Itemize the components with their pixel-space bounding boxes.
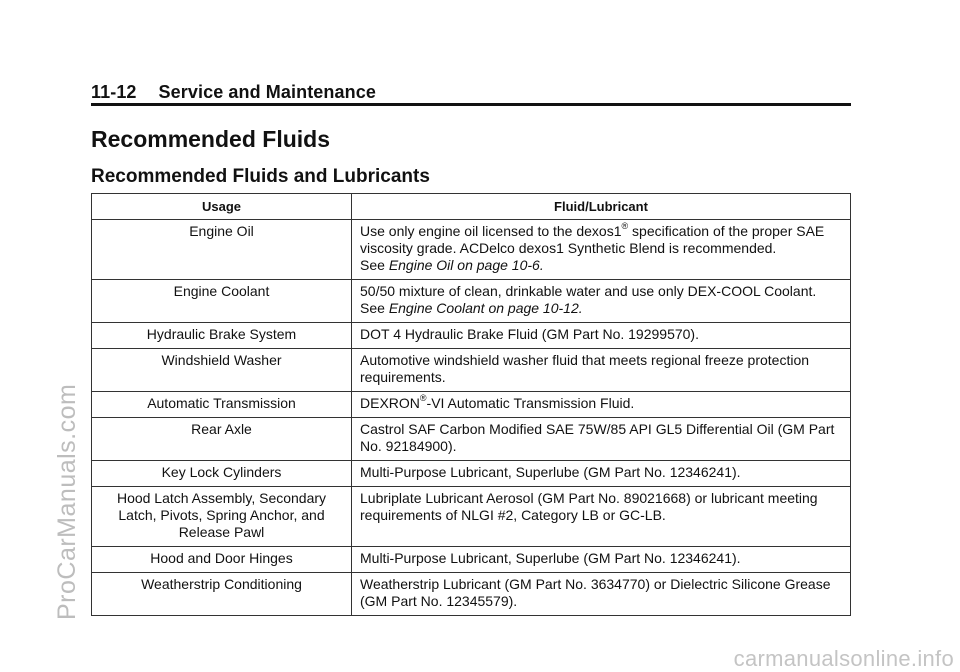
usage-cell: Hood and Door Hinges: [92, 547, 352, 573]
see-text: See: [360, 300, 389, 316]
table-title: Recommended Fluids and Lubricants: [91, 166, 430, 187]
usage-cell: Engine Coolant: [92, 280, 352, 323]
registered-mark: ®: [419, 393, 427, 404]
fluid-text: Use only engine oil licensed to the dexos1: [360, 223, 622, 239]
fluid-cell: Multi-Purpose Lubricant, Superlube (GM Part No. 12346241).: [352, 547, 851, 573]
fluids-table: [91, 193, 851, 616]
page-title: Recommended Fluids: [91, 126, 330, 152]
fluid-cell: [352, 280, 851, 323]
fluid-cell: [352, 220, 851, 280]
table-row: [92, 418, 851, 461]
fluid-cell: Automotive windshield washer fluid that meets regional freeze protection requirements.: [352, 349, 851, 392]
period: .: [539, 257, 544, 273]
usage-cell: Engine Oil: [92, 220, 352, 280]
table-header-row: [92, 194, 851, 220]
header-rule: [91, 103, 851, 106]
table-row: [92, 573, 851, 616]
usage-cell: Rear Axle: [92, 418, 352, 461]
fluid-cell: [352, 392, 851, 418]
table-row: [92, 280, 851, 323]
fluid-text: specification of the proper SAE viscosity grade. ACDelco dexos1 Synthetic Blend is recommended.: [360, 223, 825, 256]
table-row: [92, 392, 851, 418]
usage-cell: Windshield Washer: [92, 349, 352, 392]
fluid-cell: Castrol SAF Carbon Modified SAE 75W/85 API GL5 Differential Oil (GM Part No. 92184900).: [352, 418, 851, 461]
fluid-text: 50/50 mixture of clean, drinkable water and use only DEX-COOL Coolant.: [360, 283, 817, 299]
fluid-cell: Weatherstrip Lubricant (GM Part No. 3634770) or Dielectric Silicone Grease (GM Part No. 12345579).: [352, 573, 851, 616]
usage-cell: Hood Latch Assembly, Secondary Latch, Pivots, Spring Anchor, and Release Pawl: [92, 487, 352, 547]
column-header-fluid: Fluid/Lubricant: [352, 194, 851, 220]
table-row: [92, 323, 851, 349]
column-header-usage: Usage: [92, 194, 352, 220]
see-text: See: [360, 257, 389, 273]
fluid-text: -VI Automatic Transmission Fluid.: [426, 395, 635, 411]
section-title: Service and Maintenance: [158, 82, 376, 102]
usage-cell: Automatic Transmission: [92, 392, 352, 418]
period: .: [578, 300, 583, 316]
table-row: [92, 461, 851, 487]
watermark-left: ProCarManuals.com: [53, 383, 81, 620]
table-row: [92, 487, 851, 547]
usage-cell: Key Lock Cylinders: [92, 461, 352, 487]
table-row: [92, 220, 851, 280]
fluid-cell: Lubriplate Lubricant Aerosol (GM Part No. 89021668) or lubricant meeting requirements of NLGI #2, Category LB or GC-LB.: [352, 487, 851, 547]
table-row: [92, 547, 851, 573]
watermark-bottom: carmanualsonline.info: [733, 646, 954, 671]
fluid-text: DEXRON: [360, 395, 420, 411]
page-header: [91, 82, 850, 103]
usage-cell: Hydraulic Brake System: [92, 323, 352, 349]
fluid-cell: Multi-Purpose Lubricant, Superlube (GM Part No. 12346241).: [352, 461, 851, 487]
usage-cell: Weatherstrip Conditioning: [92, 573, 352, 616]
fluid-cell: DOT 4 Hydraulic Brake Fluid (GM Part No. 19299570).: [352, 323, 851, 349]
cross-reference: Engine Oil on page 10-6: [388, 257, 540, 273]
registered-mark: ®: [621, 221, 629, 232]
page-number: 11-12: [91, 82, 137, 102]
cross-reference: Engine Coolant on page 10-12: [388, 300, 579, 316]
table-row: [92, 349, 851, 392]
